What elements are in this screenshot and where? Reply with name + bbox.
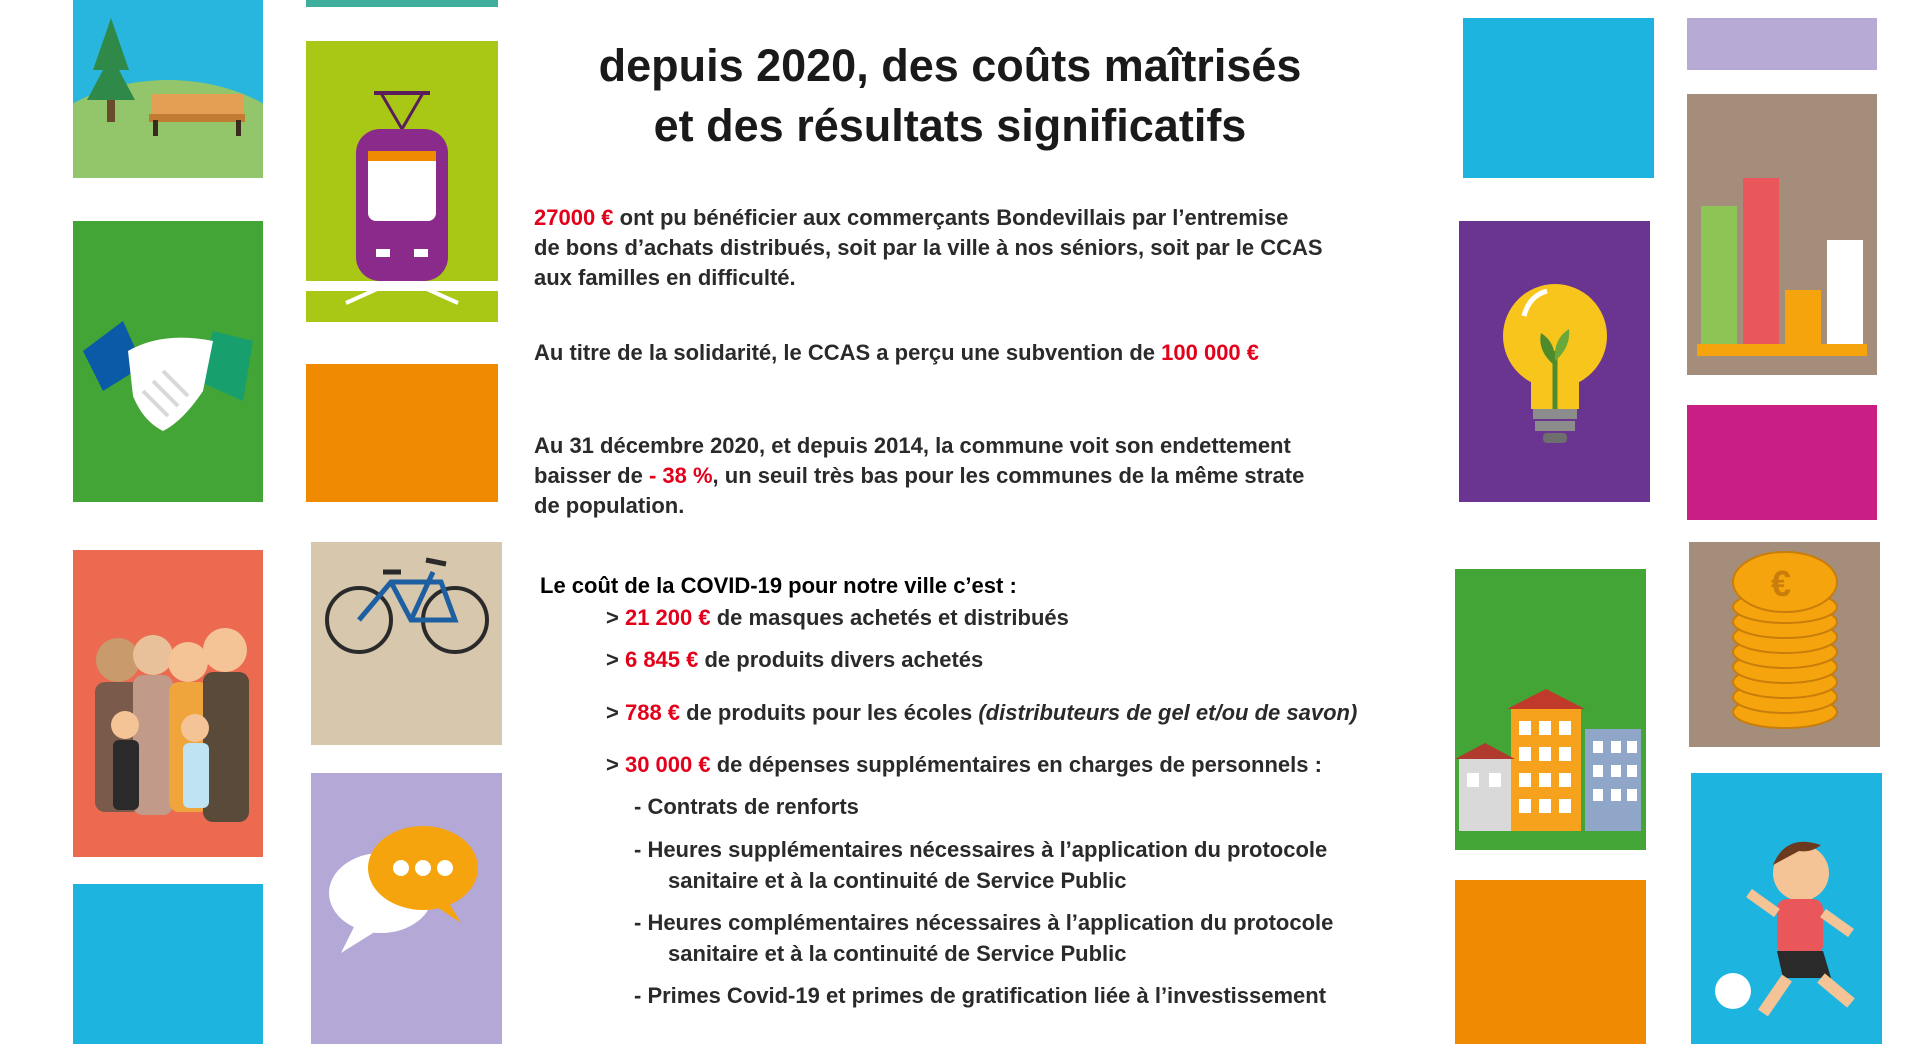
covid-item-prefix: > [606,647,625,672]
family-tile [73,550,263,857]
handshake-icon [73,221,263,502]
solidarity-text-1: Au titre de la [534,340,674,365]
tram-tile [306,41,498,322]
staff-cost-bold: complémentaires [728,910,910,935]
covid-item [606,750,1322,780]
vouchers-amount: 27000 € [534,205,614,230]
bar-chart-tile [1687,94,1877,375]
covid-heading: Le coût de la COVID-19 pour notre ville c’est : [540,573,1017,598]
family-icon [73,550,263,857]
bar-chart-icon [1687,94,1877,375]
debt-text-2a: baisser de [534,463,649,488]
staff-cost-item: - Primes Covid-19 et primes de gratification liée à l’investissement [634,983,1327,1008]
staff-cost-item: - Contrats de renforts [634,794,859,819]
vouchers-text-1: ont pu bénéficier aux commerçants Bondevillais par l’entremise [613,205,1289,230]
staff-cost-pre: - Heures [634,837,729,862]
vouchers-bold: bons d’achats [565,235,714,260]
solidarity-text-2: , le CCAS a perçu une subvention de [771,340,1162,365]
staff-cost-item [634,908,1333,938]
covid-item-prefix: > [606,605,625,630]
covid-item-prefix: > [606,752,625,777]
page-title [560,36,1340,156]
euro-symbol: € [1770,563,1792,604]
staff-cost-pre: - Heures [634,910,729,935]
staff-cost-item [634,835,1327,865]
vouchers-text-2b: distribués, soit par la ville à nos séniors, soit par le CCAS [713,235,1323,260]
covid-item-amount: 30 000 € [624,752,711,777]
solidarity-bold: solidarité [673,340,772,365]
chat-tile [311,773,502,1044]
covid-item [606,603,1069,633]
bicycle-icon [311,542,502,745]
coins-tile [1689,542,1880,747]
lightbulb-tile [1459,221,1650,502]
buildings-tile [1455,569,1646,850]
lavender-tile [1687,18,1877,70]
vouchers-line-3: aux familles en difficulté. [534,265,796,290]
running-child-tile [1691,773,1882,1044]
euro-coins-icon [1689,542,1880,747]
staff-cost-continuation: sanitaire et à la continuité de Service Public [668,941,1127,966]
chat-bubbles-icon [311,773,502,1044]
covid-item [606,645,983,675]
vouchers-text-2a: de [534,235,566,260]
paragraph-vouchers [534,203,1434,293]
covid-item-amount: 21 200 € [624,605,711,630]
title-line-2: et des résultats significatifs [653,100,1247,151]
paragraph-solidarity [534,338,1434,368]
staff-cost-post: nécessaires à l’application du protocole [909,910,1334,935]
covid-item-amount: 788 € [624,700,681,725]
vouchers-line-1 [534,203,1434,233]
blue-tile [1463,18,1654,178]
debt-amount: - 38 % [648,463,713,488]
debt-line-1: Au 31 décembre 2020, et depuis 2014, la commune voit son endettement [534,433,1291,458]
covid-item-text: de masques achetés et distribués [710,605,1069,630]
covid-item-text: de produits divers achetés [698,647,984,672]
park-bench-icon [73,0,263,178]
lightbulb-icon [1459,221,1650,502]
covid-item-text: de dépenses supplémentaires en charges de personnels : [710,752,1322,777]
staff-cost-post: nécessaires à l’application du protocole [903,837,1328,862]
magenta-tile [1687,405,1877,520]
blue-tile [73,884,263,1044]
solidarity-amount: 100 000 € [1161,340,1260,365]
debt-line-3: de population. [534,493,685,518]
covid-item-note: (distributeurs de gel et/ou de savon) [978,700,1358,725]
vouchers-line-2 [534,233,1434,263]
covid-item-text: de produits pour les écoles [680,700,979,725]
handshake-tile [73,221,263,502]
orange-tile [306,364,498,502]
teal-tile [306,0,498,7]
tram-icon [306,41,498,322]
buildings-icon [1455,569,1646,850]
debt-line-2 [534,461,1434,491]
staff-cost-continuation: sanitaire et à la continuité de Service Public [668,868,1127,893]
covid-item [606,698,1357,728]
staff-cost-bold: supplémentaires [728,837,903,862]
running-child-icon [1691,773,1882,1044]
orange-tile [1455,880,1646,1044]
park-tile [73,0,263,178]
covid-item-prefix: > [606,700,625,725]
title-line-1: depuis 2020, des coûts maîtrisés [598,40,1302,91]
covid-item-amount: 6 845 € [624,647,699,672]
debt-text-2b: , un seuil très bas pour les communes de la même strate [712,463,1305,488]
paragraph-debt [534,431,1434,521]
bicycle-tile [311,542,502,745]
